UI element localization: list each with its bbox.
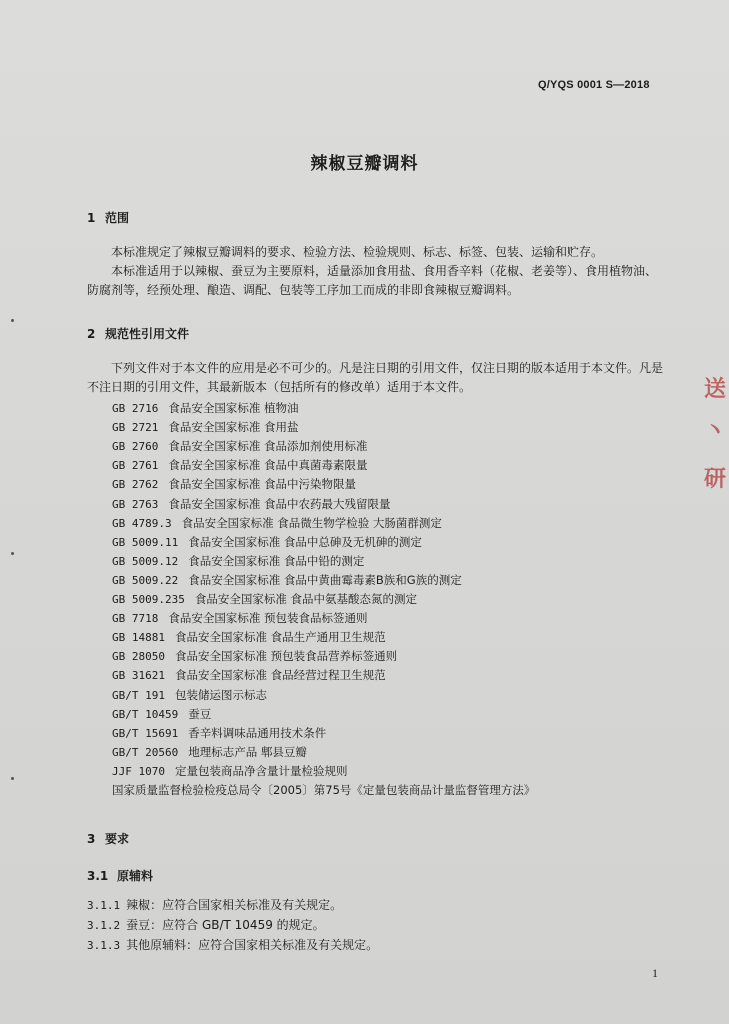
reference-title: 包装储运图示标志 (174, 687, 267, 702)
reference-title: 定量包装商品净含量计量检验规则 (174, 763, 348, 778)
reference-item (112, 705, 211, 724)
reference-title: 食品安全国家标准 食品中氨基酸态氮的测定 (194, 592, 418, 606)
reference-title: 国家质量监督检验检疫总局令〔2005〕第75号《定量包装商品计量监督管理方法》 (112, 783, 536, 797)
section-title: 要求 (105, 832, 130, 846)
scope-paragraph-2: 本标准适用于以辣椒、蚕豆为主要原料，适量添加食用盐、食用香辛料（花椒、老姜等）、食用植物油、防腐剂等，经预处理、酿造、调配、包装等工序加工而成的非即食辣椒豆瓣调料。 (87, 264, 658, 297)
reference-title: 食品安全国家标准 食品中总砷及无机砷的测定 (188, 534, 422, 549)
reference-code: GB 5009.12 (112, 554, 179, 568)
reference-item (112, 743, 307, 762)
reference-code: GB/T 15691 (112, 726, 179, 740)
reference-title: 食品安全国家标准 食品中黄曲霉毒素B族和G族的测定 (188, 572, 462, 587)
reference-code: JJF 1070 (112, 764, 165, 778)
reference-title: 香辛料调味品通用技术条件 (188, 725, 327, 740)
reference-item (112, 628, 386, 647)
reference-item (112, 647, 397, 666)
reference-item (112, 590, 417, 609)
section-number: 3 (87, 832, 96, 846)
section-title: 规范性引用文件 (105, 327, 190, 341)
reference-code: GB 2716 (112, 402, 159, 415)
section-3-heading (87, 830, 129, 847)
seal-fragment: 研 (704, 466, 727, 492)
reference-code: GB 5009.11 (112, 535, 179, 549)
reference-code: GB 2763 (112, 497, 159, 511)
reference-title: 食品安全国家标准 食用盐 (168, 420, 299, 435)
reference-title: 食品安全国家标准 食品中农药最大残留限量 (168, 496, 391, 511)
reference-item (112, 437, 368, 456)
margin-mark (11, 319, 14, 322)
reference-title: 食品安全国家标准 食品经营过程卫生规范 (174, 668, 386, 683)
subsection-title: 原辅料 (117, 869, 154, 883)
reference-title: 食品安全国家标准 植物油 (168, 401, 299, 415)
reference-code: GB 31621 (112, 669, 165, 683)
reference-code: GB 5009.22 (112, 573, 179, 587)
requirement-item (87, 936, 378, 953)
section-number: 2 (87, 327, 96, 341)
margin-mark (11, 777, 14, 780)
section-number: 1 (87, 211, 96, 225)
item-number: 3.1.2 (87, 919, 121, 932)
subsection-3-1-heading (87, 867, 153, 884)
reference-item (112, 762, 347, 781)
reference-code: GB 5009.235 (112, 593, 185, 606)
requirement-item (87, 896, 342, 913)
page-number: 1 (652, 966, 658, 980)
requirement-item (87, 916, 325, 933)
reference-item (112, 571, 462, 590)
margin-mark (11, 552, 14, 555)
reference-item (112, 666, 386, 685)
reference-title: 地理标志产品 郫县豆瓣 (188, 744, 307, 759)
document-title: 辣椒豆瓣调料 (310, 154, 419, 174)
section-title: 范围 (105, 211, 130, 225)
reference-code: GB 2761 (112, 459, 159, 473)
reference-item (112, 475, 356, 494)
seal-fragment: 送 (704, 376, 727, 402)
reference-item (112, 456, 368, 475)
reference-item (112, 533, 422, 552)
reference-item (112, 609, 368, 628)
reference-title: 食品安全国家标准 食品中真菌毒素限量 (168, 458, 368, 473)
normative-intro: 下列文件对于本文件的应用是必不可少的。凡是注日期的引用文件，仅注日期的版本适用于本文件。凡是不注日期的引用文件，其最新版本（包括所有的修改单）适用于本文件。 (87, 361, 664, 394)
section-1-heading (87, 209, 129, 226)
reference-code: GB 4789.3 (112, 516, 172, 530)
reference-title: 食品安全国家标准 食品添加剂使用标准 (168, 439, 368, 454)
reference-item (112, 552, 364, 571)
subsection-number: 3.1 (87, 869, 109, 883)
reference-code: GB/T 10459 (112, 707, 179, 721)
scope-paragraph-1: 本标准规定了辣椒豆瓣调料的要求、检验方法、检验规则、标志、标签、包装、运输和贮存。 (111, 245, 604, 259)
reference-code: GB 2762 (112, 478, 159, 492)
reference-code: GB/T 20560 (112, 745, 179, 759)
reference-item (112, 399, 299, 418)
reference-code: GB 2721 (112, 421, 159, 435)
reference-title: 食品安全国家标准 食品中铅的测定 (188, 553, 365, 568)
reference-item (112, 781, 535, 800)
section-2-heading (87, 325, 189, 342)
item-text: 辣椒：应符合国家相关标准及有关规定。 (126, 898, 343, 912)
reference-title: 蚕豆 (188, 706, 212, 721)
reference-title: 食品安全国家标准 预包装食品标签通则 (168, 611, 368, 626)
reference-item (112, 418, 299, 437)
reference-title: 食品安全国家标准 食品中污染物限量 (168, 477, 357, 492)
reference-code: GB 7718 (112, 612, 159, 626)
item-number: 3.1.1 (87, 899, 121, 912)
reference-code: GB 28050 (112, 650, 165, 664)
reference-code: GB/T 191 (112, 688, 165, 702)
reference-item (112, 514, 442, 533)
reference-code: GB 2760 (112, 440, 159, 454)
standard-code: Q/YQS 0001 S—2018 (538, 79, 650, 91)
reference-title: 食品安全国家标准 预包装食品营养标签通则 (174, 649, 398, 664)
item-text: 其他原辅料：应符合国家相关标准及有关规定。 (126, 938, 379, 952)
seal-fragment: 丶 (704, 418, 727, 444)
reference-code: GB 14881 (112, 631, 165, 645)
reference-item (112, 686, 267, 705)
item-text: 蚕豆：应符合 GB/T 10459 的规定。 (126, 918, 325, 932)
reference-item (112, 495, 391, 514)
item-number: 3.1.3 (87, 939, 121, 952)
reference-item (112, 724, 326, 743)
reference-title: 食品安全国家标准 食品微生物学检验 大肠菌群测定 (181, 515, 442, 530)
reference-title: 食品安全国家标准 食品生产通用卫生规范 (174, 630, 386, 645)
